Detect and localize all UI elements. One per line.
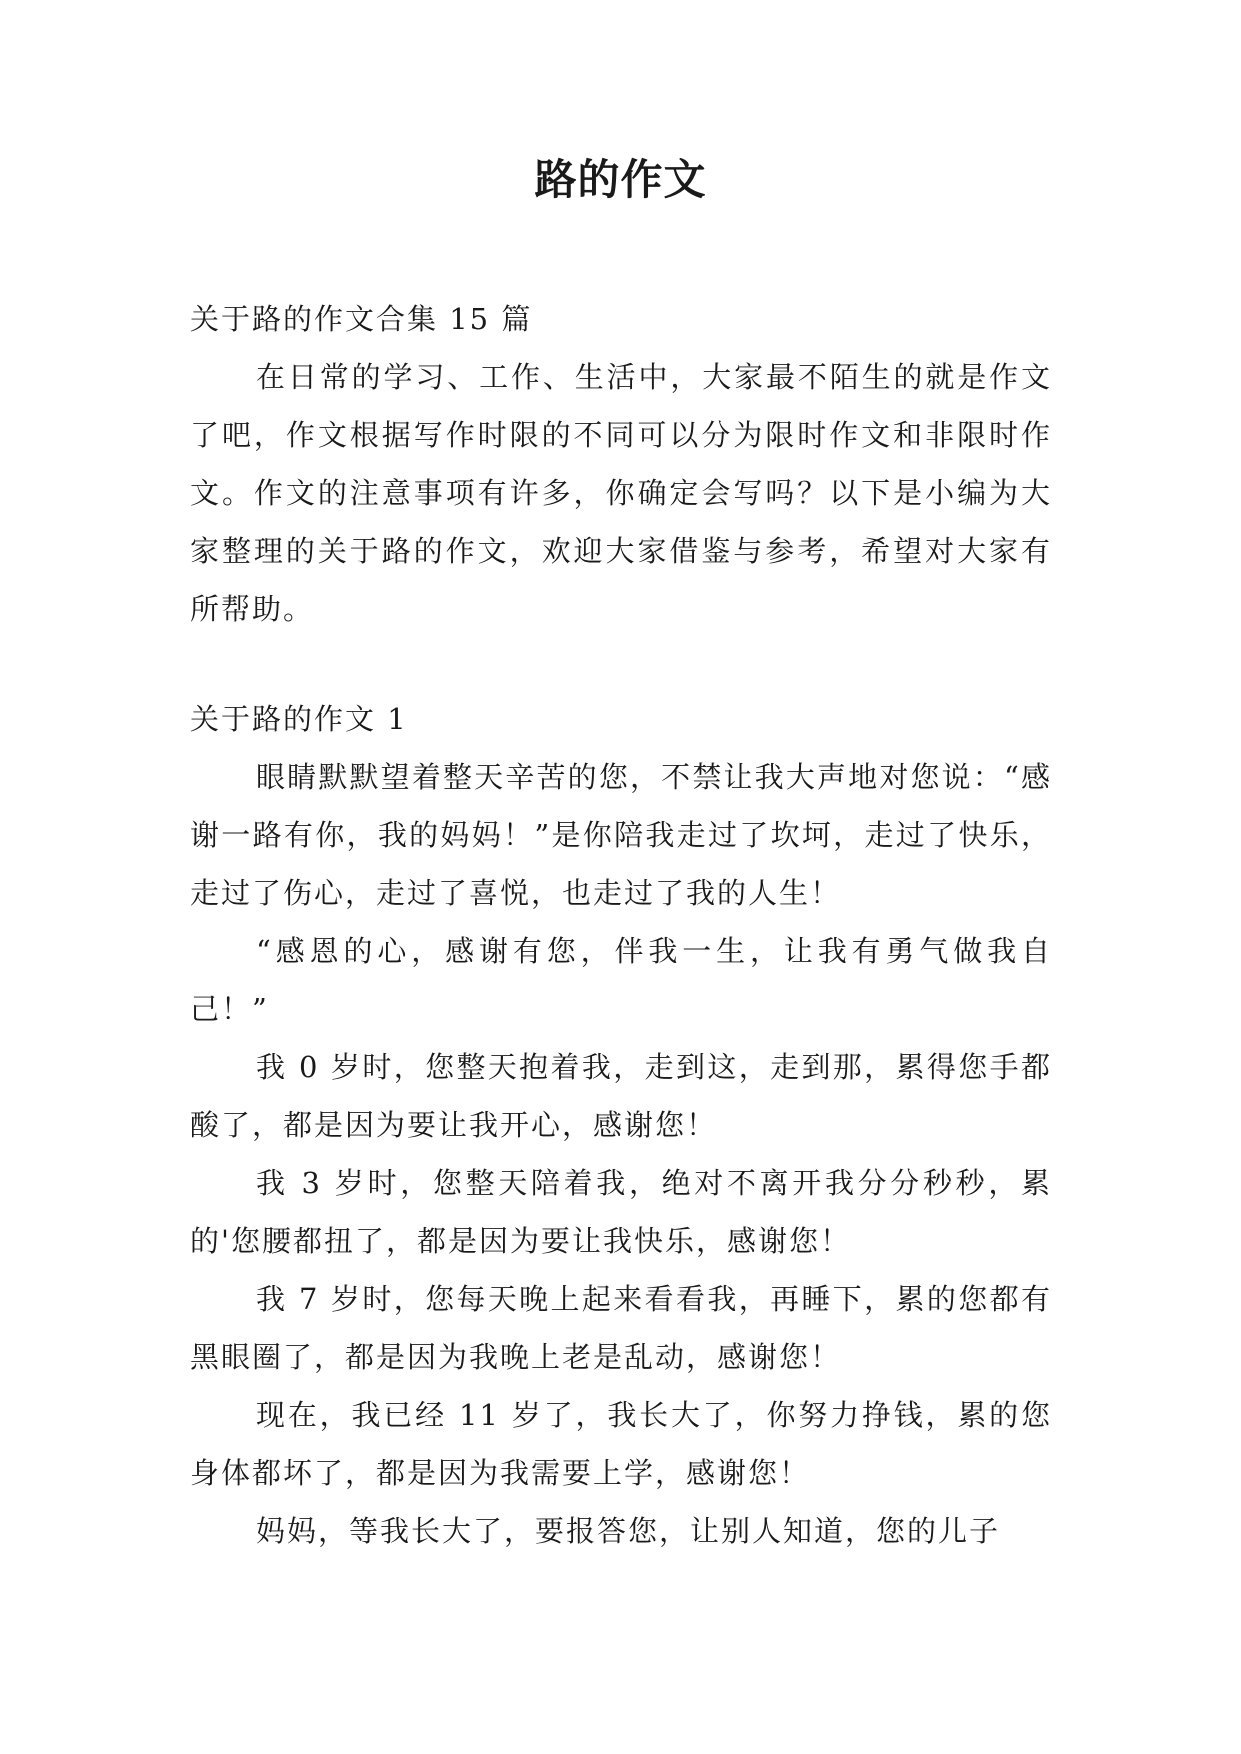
intro-paragraph: 在日常的学习、工作、生活中，大家最不陌生的就是作文了吧，作文根据写作时限的不同可以分为限时作文和非限时作文。作文的注意事项有许多，你确定会写吗？以下是小编为大家整理的关于路的作文，欢迎大家借鉴与参考，希望对大家有所帮助。 [190,360,1052,626]
essay-paragraph-7: 妈妈，等我长大了，要报答您，让别人知道，您的儿子 [256,1514,1001,1548]
essay-paragraph-5: 我 7 岁时，您每天晚上起来看看我，再睡下，累的您都有黑眼圈了，都是因为我晚上老是乱动，感谢您！ [190,1282,1052,1374]
essay-paragraph-1: 眼睛默默望着整天辛苦的您，不禁让我大声地对您说：“感谢一路有你，我的妈妈！”是你陪我走过了坎坷，走过了快乐，走过了伤心，走过了喜悦，也走过了我的人生！ [190,760,1052,910]
essay-heading: 关于路的作文 1 [190,702,408,736]
essay-paragraph-6: 现在，我已经 11 岁了，我长大了，你努力挣钱，累的您身体都坏了，都是因为我需要上学，感谢您！ [190,1398,1052,1490]
document-body [190,290,1052,1560]
collection-heading: 关于路的作文合集 15 篇 [190,302,533,336]
document-title: 路的作文 [534,155,707,204]
essay-paragraph-3: 我 0 岁时，您整天抱着我，走到这，走到那，累得您手都酸了，都是因为要让我开心，感谢您！ [190,1050,1052,1142]
essay-paragraph-4: 我 3 岁时，您整天陪着我，绝对不离开我分分秒秒，累的'您腰都扭了，都是因为要让我快乐，感谢您！ [190,1166,1052,1258]
section-spacer [190,638,1052,690]
essay-paragraph-2: “感恩的心，感谢有您，伴我一生，让我有勇气做我自己！” [190,934,1052,1026]
